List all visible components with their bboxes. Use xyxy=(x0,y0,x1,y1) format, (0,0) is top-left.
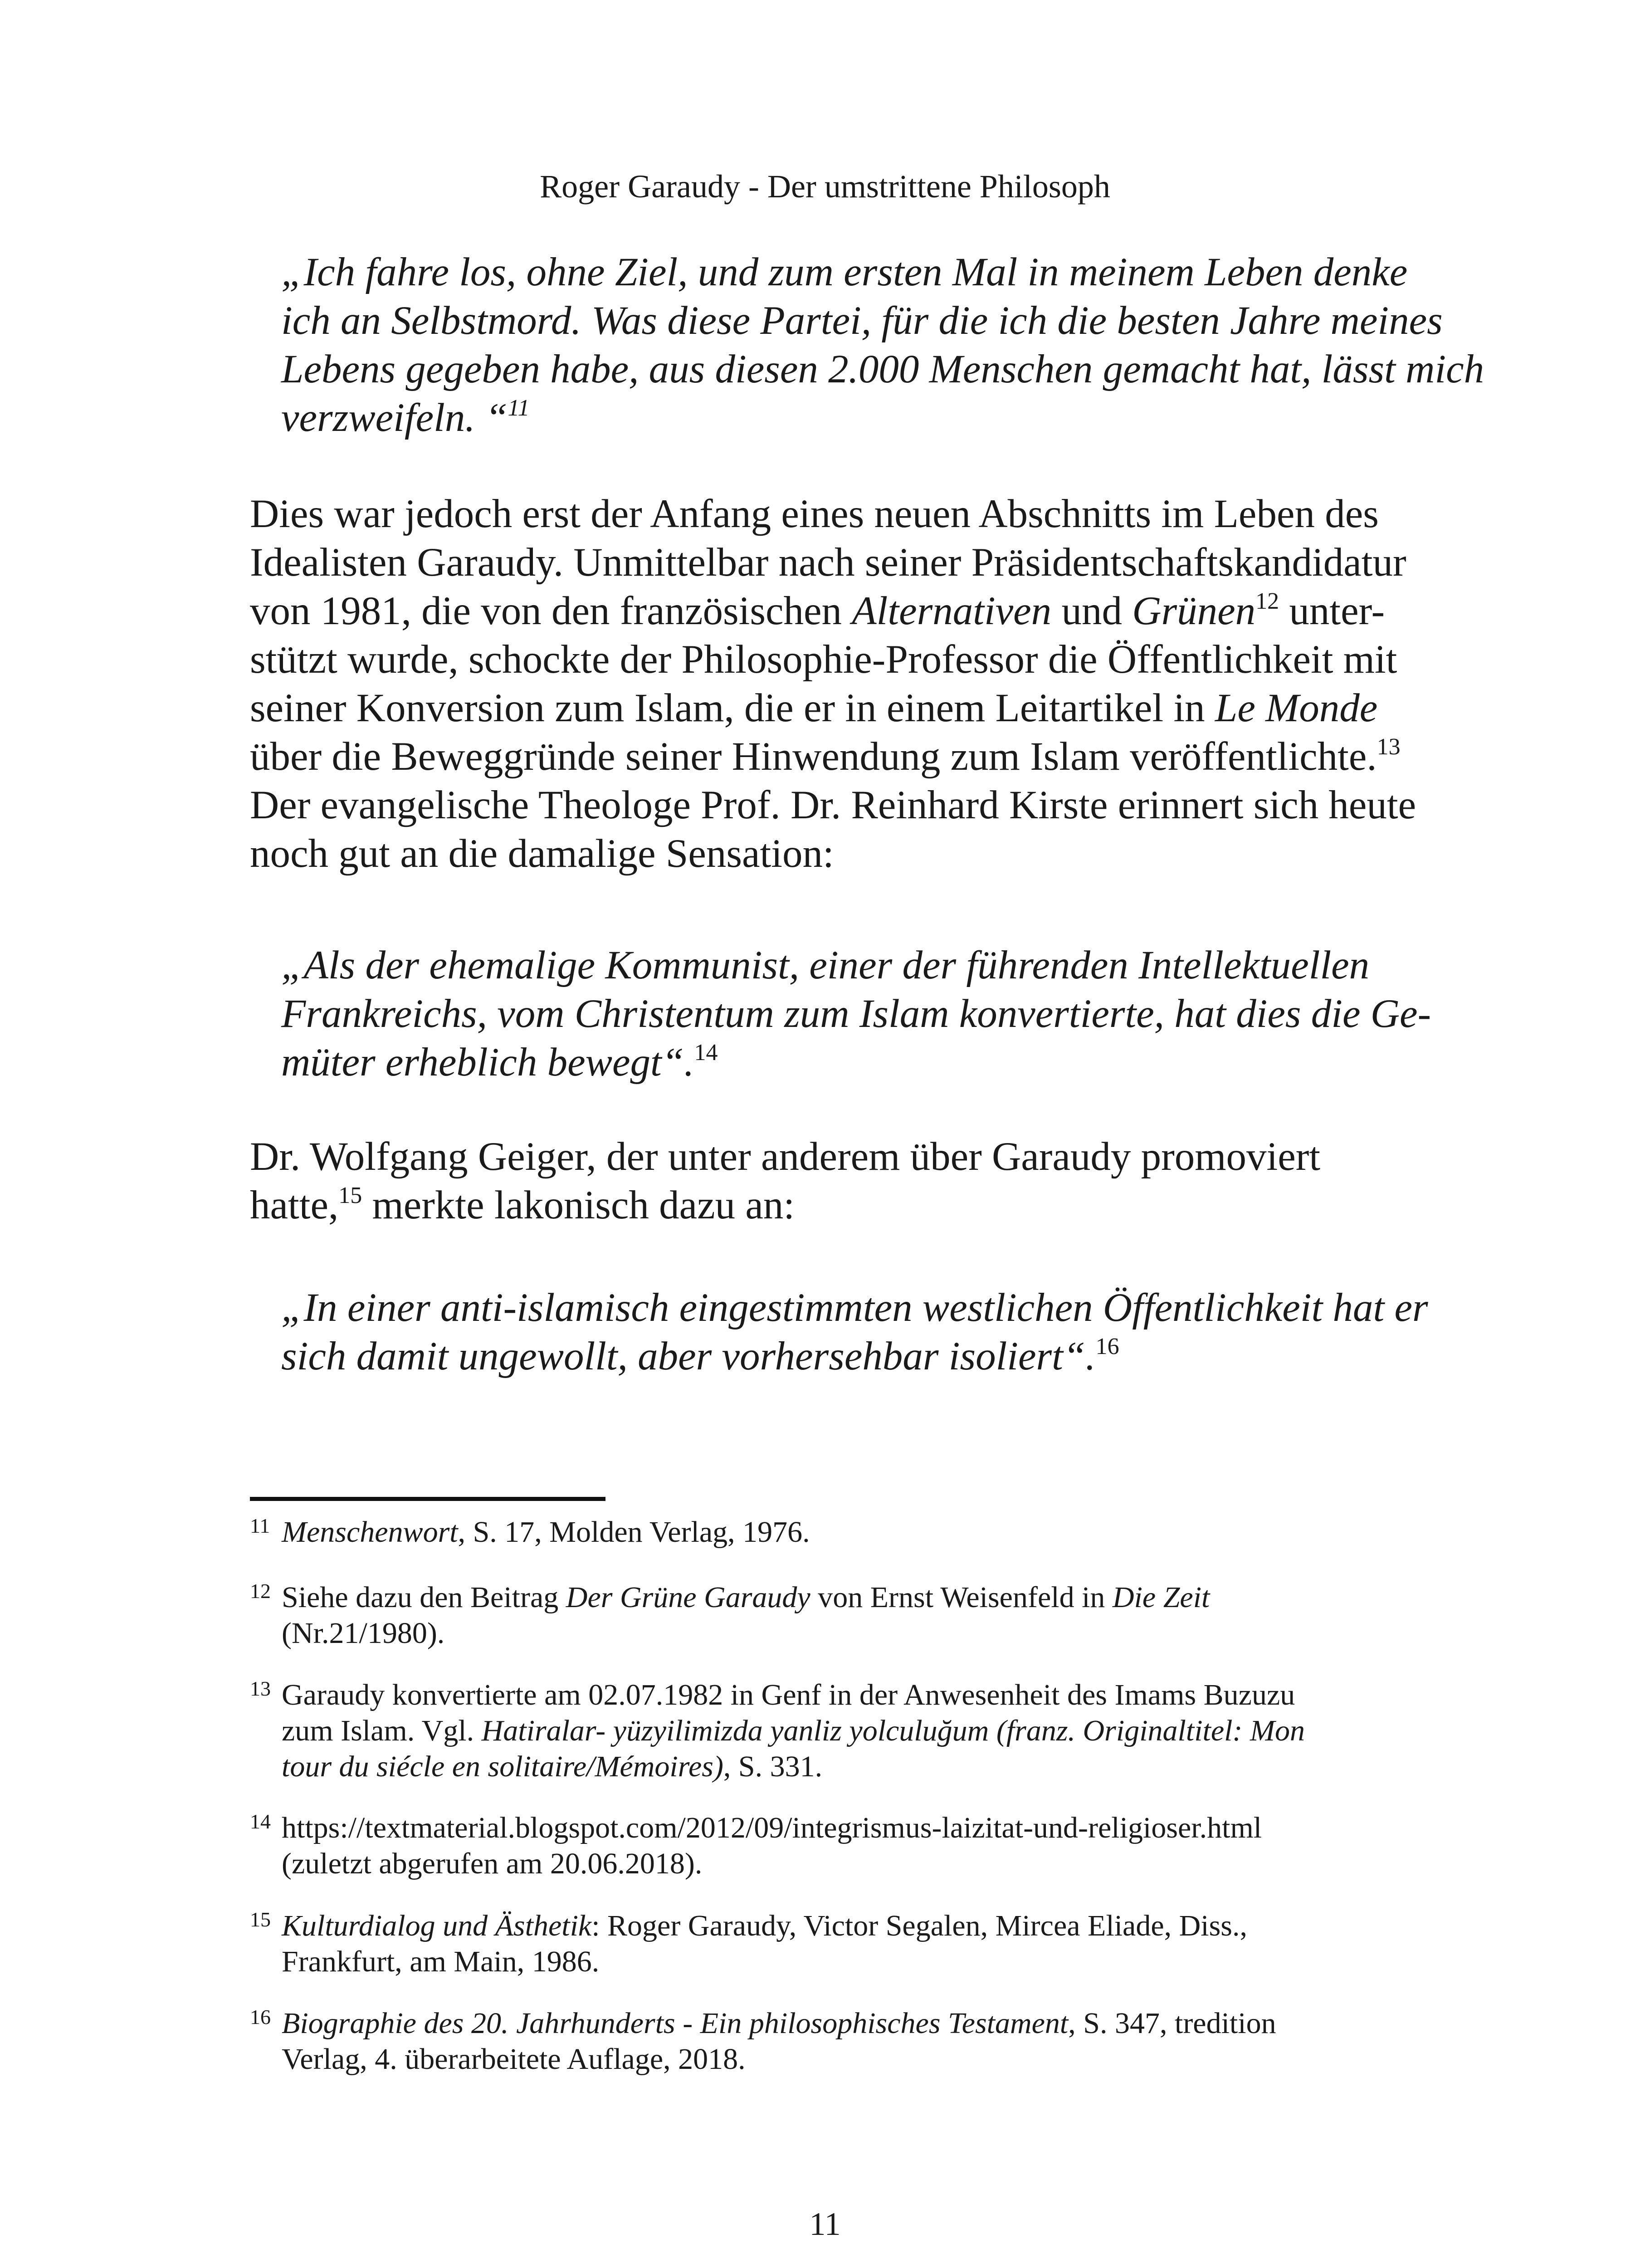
page-number: 11 xyxy=(809,2206,841,2242)
footnote-line: Verlag, 4. überarbeitete Auflage, 2018. xyxy=(282,2043,746,2076)
paragraph-line: Dr. Wolfgang Geiger, der unter anderem über Garaudy promoviert xyxy=(250,1134,1321,1179)
footnote-14 xyxy=(250,1810,1402,1882)
paragraph-line: hatte,$^{15}$ merkte lakonisch dazu an: xyxy=(250,1183,795,1227)
block-quote-3 xyxy=(281,1284,1428,1381)
footnote-line: tour du siécle en solitaire/Mémoires), S. 331. xyxy=(282,1750,823,1783)
footnote-ref[interactable]: 14 xyxy=(694,1040,718,1066)
footnote-ref[interactable]: 16 xyxy=(1095,1334,1119,1359)
footnote-ref[interactable]: 15 xyxy=(338,1183,362,1208)
quote-line: „Ich fahre los, ohne Ziel, und zum ersten Mal in meinem Leben denke xyxy=(281,250,1408,294)
running-header: Roger Garaudy - Der umstrittene Philosoph xyxy=(540,168,1110,205)
footnote-line: Kulturdialog und Ästhetik: Roger Garaudy, Victor Segalen, Mircea Eliade, Diss., xyxy=(282,1909,1247,1942)
footnote-number: 12 xyxy=(250,1579,271,1603)
block-quote-1 xyxy=(281,248,1484,442)
body-paragraph-2 xyxy=(250,1133,1402,1230)
footnote-url[interactable]: https://textmaterial.blogspot.com/2012/09/integrismus-laizitat-und-religioser.html xyxy=(282,1811,1262,1844)
footnote-line: Biographie des 20. Jahrhunderts - Ein philosophisches Testament, S. 347, tredition xyxy=(282,2007,1276,2040)
footnote-line: Menschenwort, S. 17, Molden Verlag, 1976. xyxy=(282,1515,810,1549)
paragraph-line: von 1981, die von den französischen Alternativen und Grünen$^{12}$ unter- xyxy=(250,588,1385,633)
emphasis: Alternativen xyxy=(852,589,1052,633)
footnote-15 xyxy=(250,1908,1402,1980)
paragraph-line: stützt wurde, schockte der Philosophie-Professor die Öffentlichkeit mit xyxy=(250,637,1397,682)
footnote-11 xyxy=(250,1514,1402,1550)
paragraph-line: Idealisten Garaudy. Unmittelbar nach seiner Präsidentschaftskandidatur xyxy=(250,540,1406,585)
footnote-ref[interactable]: 13 xyxy=(1377,734,1401,760)
footnote-13 xyxy=(250,1677,1402,1784)
quote-line: verzweifeln. “$^{11}$ xyxy=(281,395,530,440)
quote-line: „Als der ehemalige Kommunist, einer der führenden Intellektuellen xyxy=(281,943,1370,987)
footnote-ref[interactable]: 12 xyxy=(1255,588,1279,614)
quote-line: „In einer anti-islamisch eingestimmten westlichen Öffentlichkeit hat er xyxy=(281,1286,1428,1330)
quote-line: ich an Selbstmord. Was diese Partei, für die ich die besten Jahre meines xyxy=(281,298,1443,343)
footnote-number: 14 xyxy=(250,1810,271,1833)
footnote-number: 16 xyxy=(250,2005,271,2028)
quote-line: Lebens gegeben habe, aus diesen 2.000 Menschen gemacht hat, lässt mich xyxy=(281,347,1484,391)
footnote-ref[interactable]: 11 xyxy=(508,395,530,421)
paragraph-line: noch gut an die damalige Sensation: xyxy=(250,831,834,876)
block-quote-2 xyxy=(281,941,1431,1087)
quote-line: sich damit ungewollt, aber vorhersehbar isoliert“.$^{16}$ xyxy=(281,1334,1119,1378)
footnote-line: zum Islam. Vgl. Hatiralar- yüzyilimizda yanliz yolculuğum (franz. Originaltitel: Mon xyxy=(282,1714,1305,1747)
paragraph-line: seiner Konversion zum Islam, die er in einem Leitartikel in Le Monde xyxy=(250,686,1378,730)
emphasis: Grünen xyxy=(1132,589,1256,633)
footnote-number: 13 xyxy=(250,1677,271,1700)
footnote-12 xyxy=(250,1579,1402,1651)
body-paragraph-1 xyxy=(250,490,1416,878)
footnote-separator xyxy=(250,1497,605,1501)
quote-line: müter erheblich bewegt“.$^{14}$ xyxy=(281,1040,718,1085)
footnote-number: 15 xyxy=(250,1908,271,1931)
footnote-line: (zuletzt abgerufen am 20.06.2018). xyxy=(282,1847,703,1880)
footnote-line: Siehe dazu den Beitrag Der Grüne Garaudy von Ernst Weisenfeld in Die Zeit xyxy=(282,1581,1210,1614)
footnote-line: (Nr.21/1980). xyxy=(282,1617,445,1650)
paragraph-line: über die Beweggründe seiner Hinwendung zum Islam veröffentlichte.$^{13}$ xyxy=(250,734,1401,779)
paragraph-line: Dies war jedoch erst der Anfang eines neuen Abschnitts im Leben des xyxy=(250,492,1379,536)
footnote-16 xyxy=(250,2005,1402,2077)
footnote-line: Frankfurt, am Main, 1986. xyxy=(282,1945,600,1978)
quote-line: Frankreichs, vom Christentum zum Islam konvertierte, hat dies die Ge- xyxy=(281,992,1431,1036)
paragraph-line: Der evangelische Theologe Prof. Dr. Reinhard Kirste erinnert sich heute xyxy=(250,783,1416,827)
footnote-number: 11 xyxy=(250,1514,270,1537)
footnote-line: Garaudy konvertierte am 02.07.1982 in Genf in der Anwesenheit des Imams Buzuzu xyxy=(282,1678,1295,1711)
emphasis: Le Monde xyxy=(1215,686,1378,730)
